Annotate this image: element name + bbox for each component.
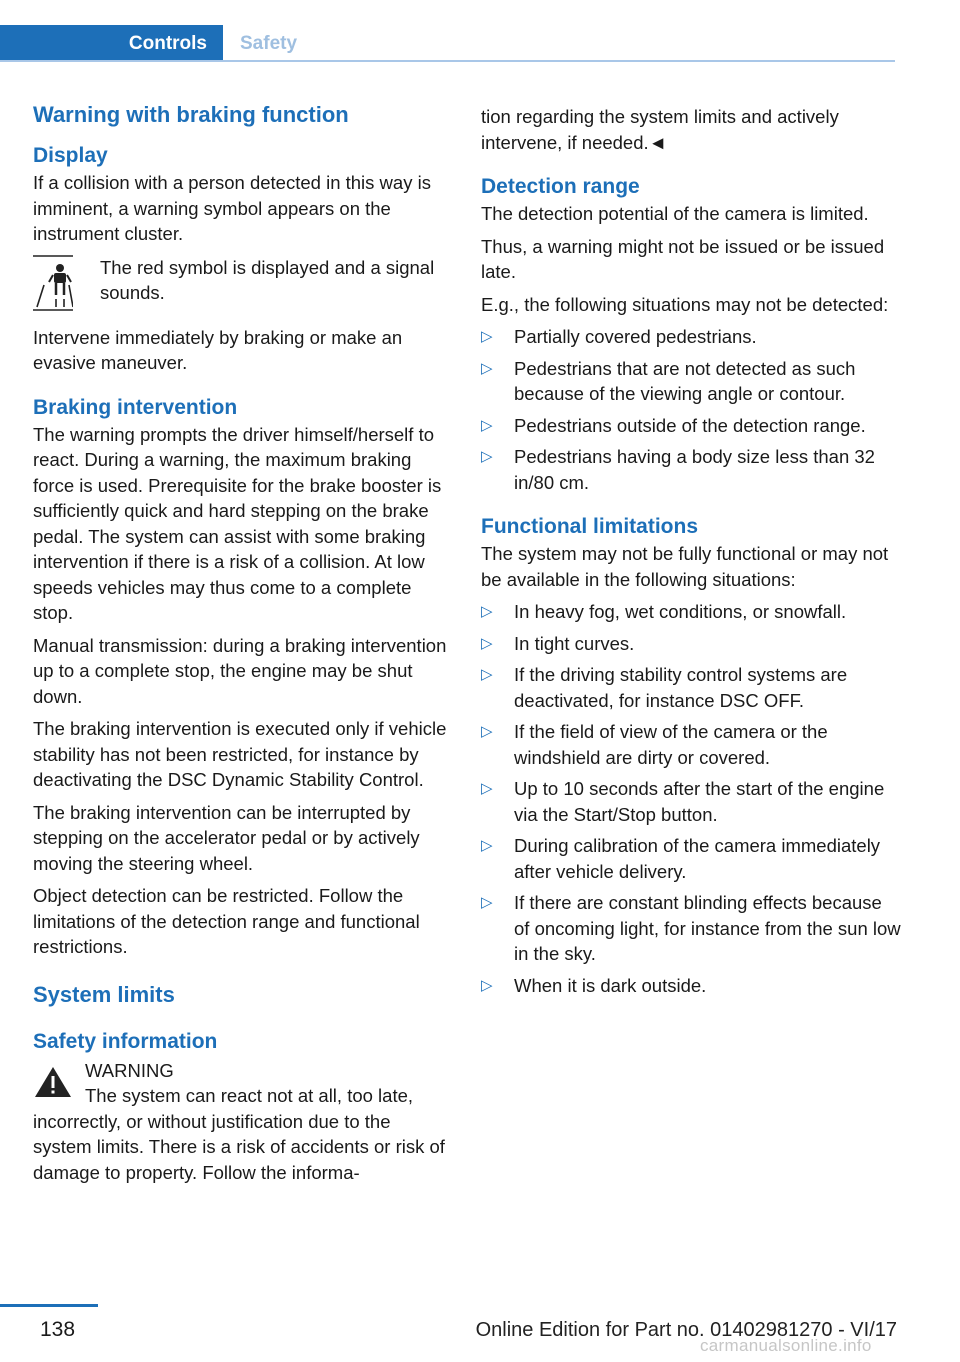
list-item: ▷ If the field of view of the camera or the windshield are dirty or covered. [481,721,828,768]
list-item: ▷ During calibration of the camera immediately after vehicle delivery. [481,835,881,882]
watermark: carmanualsonline.info [700,1336,872,1355]
list-item: ▷ Up to 10 seconds after the start of the engine via the Start/Stop button. [481,778,885,825]
edition-note: Online Edition for Part no. 01402981270 - VI/17 [475,1319,897,1341]
triangle-bullet-icon: ▷ [481,634,493,652]
triangle-bullet-icon: ▷ [481,416,493,434]
paragraph-braking-2: Manual transmission: during a braking intervention up to a complete stop, the engine may be shut down. [33,634,447,707]
warning-text-continued: incorrectly, or without justification due to the system limits. There is a risk of accidents or risk of damage to property. Follow the informa- [33,1110,445,1183]
list-item: ▷ In tight curves. [481,631,901,657]
detection-list [481,324,901,495]
functional-list [481,599,901,998]
footer-accent-line [0,1304,98,1307]
heading-detection-range: Detection range [481,175,640,198]
paragraph-braking-5: Object detection can be restricted. Follow the limitations of the detection range and functional restrictions. [33,885,420,957]
triangle-bullet-icon: ▷ [481,359,493,377]
list-item: ▷ Pedestrians outside of the detection range. [481,413,901,439]
heading-braking-intervention: Braking intervention [33,395,238,419]
paragraph-braking-1: The warning prompts the driver himself/herself to react. During a warning, the maximum braking force is used. Prerequisite for the brake booster is sufficiently quick and hard stepping on the brake pedal. The system can assist with some braking intervention if there is a risk of a collision. At low speeds vehicles may thus come to a complete stop. [33,423,442,623]
paragraph-detection-2: Thus, a warning might not be issued or be issued late. [481,235,885,282]
paragraph-continued: tion regarding the system limits and actively intervene, if needed.◄ [481,106,839,153]
list-item: ▷ If the driving stability control systems are deactivated, for instance DSC OFF. [481,664,848,711]
warning-label: WARNING [85,1059,174,1081]
warning-block [33,1058,448,1109]
triangle-bullet-icon: ▷ [481,666,493,683]
list-item: ▷ Pedestrians having a body size less than 32 in/80 cm. [481,446,875,493]
left-column [33,100,448,1192]
warning-triangle-icon [33,1064,73,1100]
list-item: ▷ Pedestrians that are not detected as such because of the viewing angle or contour. [481,357,856,404]
list-item: ▷ When it is dark outside. [481,973,901,999]
heading-safety-information: Safety information [33,1029,218,1053]
paragraph-functional: The system may not be fully functional or may not be available in the following situations: [481,543,889,590]
heading-functional-limitations: Functional limitations [481,515,699,538]
heading-display: Display [33,144,108,167]
triangle-bullet-icon: ▷ [481,976,493,994]
triangle-bullet-icon: ▷ [481,603,493,620]
paragraph-display: If a collision with a person detected in this way is imminent, a warning symbol appears on the instrument cluster. [33,172,431,244]
right-column [481,104,901,1008]
triangle-bullet-icon: ▷ [481,837,493,854]
pedestrian-warning-row [33,255,448,311]
tab-controls[interactable]: Controls [0,25,223,62]
warning-text-line-1: The system can react not at all, too late, [85,1085,414,1106]
page-number: 138 [40,1318,76,1341]
paragraph-detection-3: E.g., the following situations may not be detected: [481,293,889,315]
paragraph-braking-4: The braking intervention can be interrupted by stepping on the accelerator pedal or by actively moving the steering wheel. [33,801,420,874]
pedestrian-warning-icon [33,255,73,311]
triangle-bullet-icon: ▷ [481,894,493,911]
paragraph-intervene: Intervene immediately by braking or make an evasive maneuver. [33,326,403,373]
triangle-bullet-icon: ▷ [481,448,493,465]
list-item: ▷ Partially covered pedestrians. [481,324,901,350]
paragraph-braking-3: The braking intervention is executed only if vehicle stability has not been restricted, for instance by deactivating the DSC Dynamic Stability Control. [33,718,447,790]
list-item: ▷ If there are constant blinding effects because of oncoming light, for instance from the sun low in the sky. [481,892,901,964]
tab-safety[interactable]: Safety [240,33,298,54]
pedestrian-warning-caption: The red symbol is displayed and a signal sounds. [100,256,435,303]
heading-system-limits: System limits [33,981,175,1007]
triangle-bullet-icon: ▷ [481,723,493,740]
paragraph-detection-1: The detection potential of the camera is limited. [481,203,869,224]
warning-text-block [85,1058,413,1109]
section-tabbar [0,25,895,62]
heading-warning-braking: Warning with braking function [33,102,349,127]
tabbar-rule [0,60,895,62]
triangle-bullet-icon: ▷ [481,780,493,797]
triangle-bullet-icon: ▷ [481,328,493,345]
list-item: ▷ In heavy fog, wet conditions, or snowfall. [481,599,901,625]
